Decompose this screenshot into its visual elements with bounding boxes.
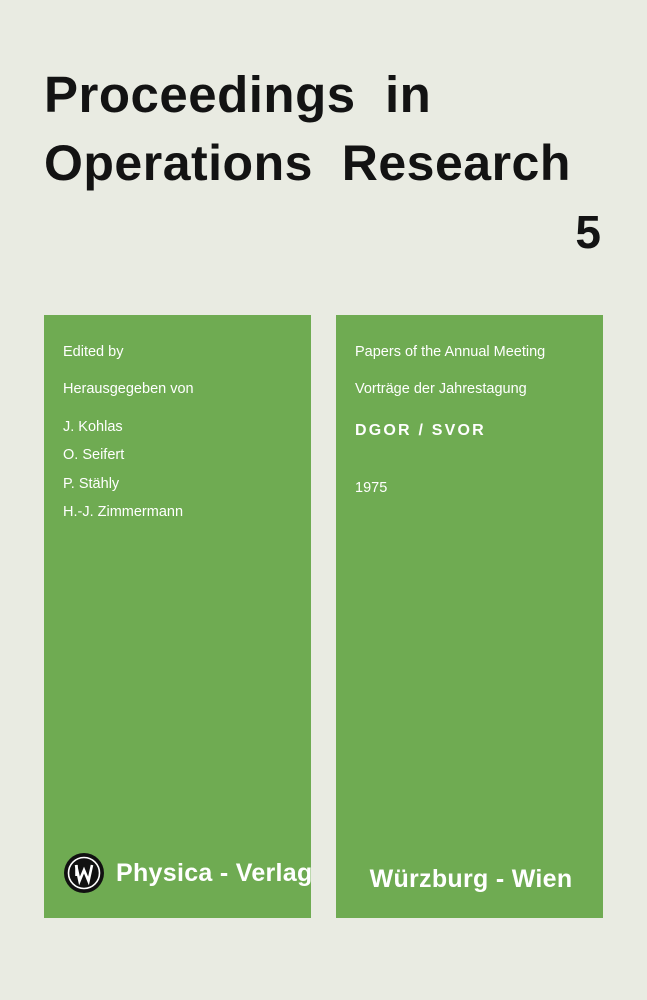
- editor-name: H.-J. Zimmermann: [63, 504, 184, 521]
- publisher-row: [63, 852, 313, 894]
- edited-by-label-de: Herausgegeben von: [63, 380, 194, 397]
- cover-panels: [44, 315, 603, 918]
- editor-name: O. Seifert: [63, 447, 125, 464]
- publisher-name: Physica - Verlag: [116, 858, 313, 887]
- meeting-label-de: Vorträge der Jahrestagung: [355, 380, 527, 397]
- title-line-1: Proceedings in: [44, 66, 432, 123]
- volume-number: 5: [575, 206, 601, 259]
- editor-name: J. Kohlas: [63, 418, 123, 435]
- edited-by-label-en: Edited by: [63, 344, 124, 360]
- left-panel-content: [63, 345, 295, 534]
- cover-title-block: [44, 60, 603, 259]
- left-panel: [44, 315, 311, 918]
- editor-name: P. Stähly: [63, 475, 120, 492]
- organizations-label: DGOR / SVOR: [355, 421, 486, 439]
- year-label: 1975: [355, 479, 388, 496]
- right-panel-content: [355, 345, 587, 496]
- cities-row: [355, 865, 587, 894]
- title-line-2: Operations Research: [44, 135, 571, 192]
- meeting-label-en: Papers of the Annual Meeting: [355, 344, 546, 360]
- cities-label: Würzburg - Wien: [369, 865, 573, 893]
- right-panel: [336, 315, 603, 918]
- physica-verlag-logo-icon: [63, 852, 105, 894]
